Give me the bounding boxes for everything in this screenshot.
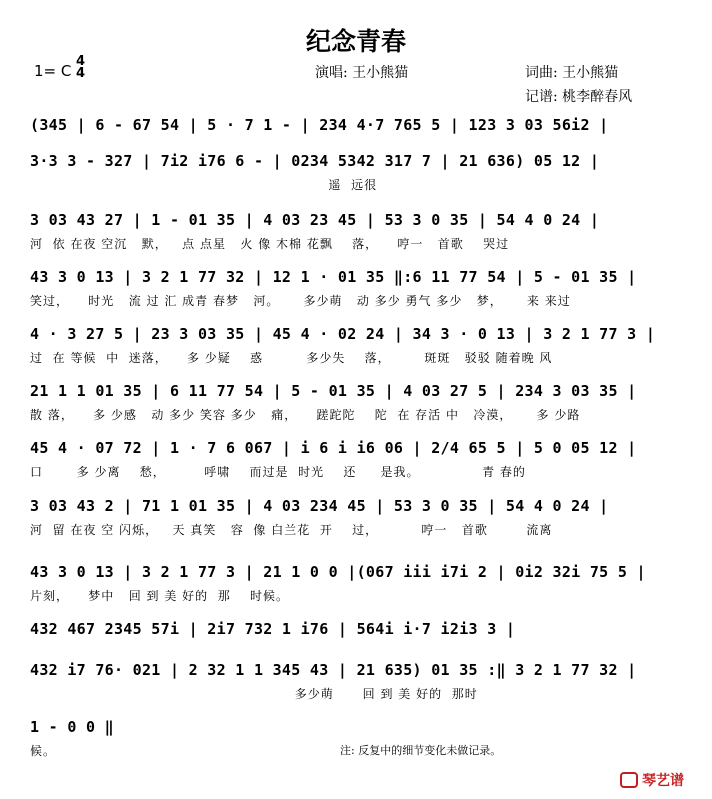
notation-line: 3 03 43 2 | 71 1 01 35 | 4 03 234 45 | 53 3 0 35 | 54 4 0 24 | — [30, 497, 609, 515]
lyrics-line: 河 依 在夜 空沉 默， 点 点星 火 像 木棉 花飘 落， 哼一 首歌 哭过 — [30, 237, 510, 251]
notation-line: 1 - 0 0 ‖ — [30, 718, 114, 736]
site-logo — [620, 770, 684, 790]
score-row-11 — [30, 661, 692, 711]
notation-line: 4 · 3 27 5 | 23 3 03 35 | 45 4 · 02 24 | 34 3 · 0 13 | 3 2 1 77 3 | — [30, 325, 656, 343]
notation-line: 3·3 3 - 327 | 7i2 i76 6 - | 0234 5342 317 7 | 21 636) 05 12 | — [30, 152, 600, 170]
notation-line: 43 3 0 13 | 3 2 1 77 3 | 21 1 0 0 |(067 iii i7i 2 | 0i2 32i 75 5 | — [30, 563, 646, 581]
meter-top: 4 — [76, 54, 86, 69]
lyrics-line: 遥 远很 — [30, 178, 378, 192]
composer-credit: 词曲: 王小熊猫 — [525, 65, 619, 81]
score-row-4 — [30, 268, 692, 318]
lyrics-line: 河 留 在夜 空 闪烁， 天 真笑 容 像 白兰花 开 过， 哼一 首歌 流离 — [30, 523, 553, 537]
score-row-9 — [30, 563, 692, 613]
lyrics-line: 多少萌 回 到 美 好的 那时 — [30, 687, 478, 701]
score-row-5 — [30, 325, 692, 375]
score-row-7 — [30, 439, 692, 489]
notation-line: 21 1 1 01 35 | 6 11 77 54 | 5 - 01 35 | 4 03 27 5 | 234 3 03 35 | — [30, 382, 637, 400]
transcriber-credit: 记谱: 桃李醉春风 — [525, 89, 633, 105]
time-signature — [76, 56, 85, 80]
score-row-2 — [30, 152, 692, 202]
notation-line: 432 467 2345 57i | 2i7 732 1 i76 | 564i i·7 i2i3 3 | — [30, 620, 516, 638]
lyrics-line: 候。 — [30, 744, 57, 758]
score-row-6 — [30, 382, 692, 432]
logo-text: 琴艺谱 — [642, 773, 684, 789]
notation-line: 43 3 0 13 | 3 2 1 77 32 | 12 1 · 01 35 ‖:6 11 77 54 | 5 - 01 35 | — [30, 268, 637, 286]
score-row-8 — [30, 497, 692, 547]
lyrics-line: 过 在 等候 中 迷落， 多 少疑 惑 多少失 落， 斑斑 驳驳 随着晚 风 — [30, 351, 553, 365]
meter-bottom: 4 — [76, 66, 86, 81]
lyrics-line: 散 落， 多 少感 动 多少 笑容 多少 痛， 蹉跎陀 陀 在 存活 中 冷漠， 多 少路 — [30, 408, 581, 422]
notation-line: 432 i7 76· 021 | 2 32 1 1 345 43 | 21 635) 01 35 :‖ 3 2 1 77 32 | — [30, 661, 637, 679]
notation-line: (345 | 6 - 67 54 | 5 · 7 1 - | 234 4·7 765 5 | 123 3 03 56i2 | — [30, 116, 609, 134]
lyrics-line: 片刻， 梦中 回 到 美 好的 那 时候。 — [30, 589, 290, 603]
song-title: 纪念青春 — [305, 27, 406, 56]
key-signature: 1= C — [34, 62, 72, 80]
notation-line: 3 03 43 27 | 1 - 01 35 | 4 03 23 45 | 53 3 0 35 | 54 4 0 24 | — [30, 211, 600, 229]
score-row-3 — [30, 211, 692, 261]
lyrics-line: 笑过， 时光 流 过 汇 成青 春梦 河。 多少萌 动 多少 勇气 多少 梦， 来 来过 — [30, 294, 571, 308]
logo-icon — [620, 772, 638, 788]
notation-line: 45 4 · 07 72 | 1 · 7 6 067 | i 6 i i6 06 | 2/4 65 5 | 5 0 05 12 | — [30, 439, 637, 457]
footnote: 注: 反复中的细节变化未做记录。 — [340, 744, 502, 757]
performer-credit: 演唱: 王小熊猫 — [315, 65, 409, 81]
lyrics-line: 口 多 少离 愁， 呼啸 而过是 时光 还 是我。 青 春的 — [30, 465, 526, 479]
